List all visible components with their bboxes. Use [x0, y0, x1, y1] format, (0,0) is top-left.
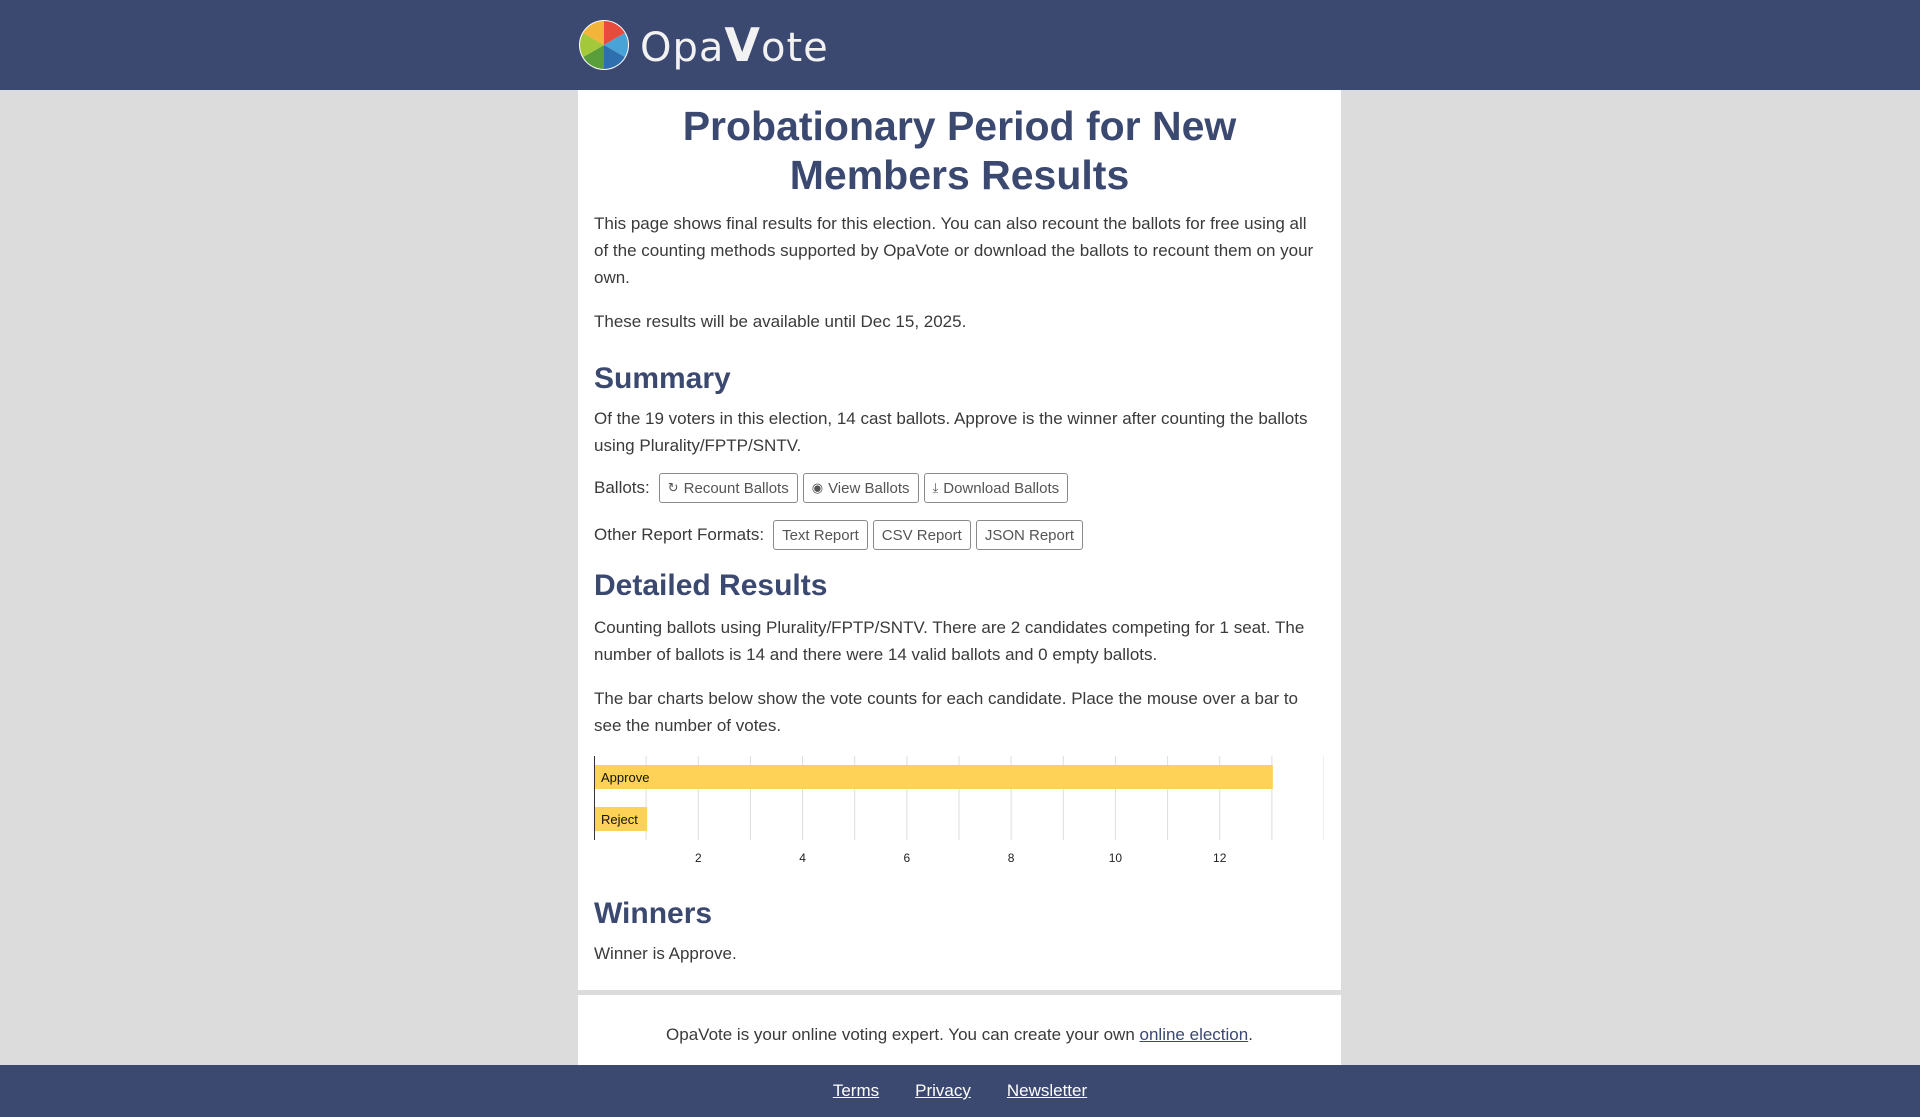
summary-heading: Summary	[594, 362, 731, 395]
footer-promo-text	[578, 1021, 1341, 1048]
footer-text-before: OpaVote is your online voting expert. You can create your own	[666, 1025, 1140, 1044]
detailed-results-text: Counting ballots using Plurality/FPTP/SNTV. There are 2 candidates competing for 1 seat. The number of ballots is 14 and there were 14 valid ballots and 0 empty ballots.	[594, 618, 1305, 664]
view-ballots-button[interactable]	[803, 473, 919, 503]
chart-x-tick-label: 2	[694, 851, 702, 865]
logo-text-prefix: Opa	[640, 25, 725, 71]
logo-pinwheel-icon	[578, 19, 630, 71]
newsletter-link[interactable]: Newsletter	[1006, 1081, 1088, 1100]
terms-link[interactable]: Terms	[832, 1081, 880, 1100]
download-ballots-label: Download Ballots	[943, 479, 1060, 497]
report-formats-row	[594, 520, 1325, 550]
download-icon: ⤓	[932, 480, 939, 495]
footer-text-after: .	[1248, 1025, 1253, 1044]
ballots-row	[594, 473, 1325, 503]
winners-heading: Winners	[594, 897, 713, 930]
eye-icon: ◉	[811, 480, 824, 495]
view-ballots-label: View Ballots	[828, 479, 910, 497]
logo-wordmark	[640, 18, 829, 72]
chart-bar-label: Reject	[601, 812, 638, 827]
main-content	[578, 90, 1341, 990]
text-report-button[interactable]: Text Report	[773, 520, 868, 550]
opavote-logo[interactable]	[578, 14, 829, 76]
chart-x-tick-label: 6	[903, 851, 911, 865]
detailed-results-heading: Detailed Results	[594, 569, 828, 602]
winners-text: Winner is Approve.	[594, 944, 737, 963]
chart-x-tick-label: 4	[799, 851, 806, 865]
footer-promo	[578, 995, 1341, 1065]
footer-nav	[0, 1065, 1920, 1117]
vote-count-chart	[594, 756, 1324, 866]
report-formats-label: Other Report Formats:	[594, 525, 765, 544]
logo-text-suffix: ote	[761, 25, 829, 71]
csv-report-button[interactable]: CSV Report	[873, 520, 971, 550]
chart-x-tick-label: 8	[1007, 851, 1015, 865]
json-report-button[interactable]: JSON Report	[976, 520, 1083, 550]
intro-text: This page shows final results for this election. You can also recount the ballots for free using all of the counting methods supported by OpaVote or download the ballots to recount them on your own.	[594, 214, 1314, 287]
summary-text: Of the 19 voters in this election, 14 cast ballots. Approve is the winner after counting the ballots using Plurality/FPTP/SNTV.	[594, 409, 1308, 455]
vote-count-chart-svg	[594, 756, 1324, 866]
download-ballots-button[interactable]	[924, 473, 1069, 503]
recount-ballots-button[interactable]	[659, 473, 798, 503]
chart-bar-label: Approve	[601, 770, 650, 785]
chart-note-text: The bar charts below show the vote counts for each candidate. Place the mouse over a bar to see the number of votes.	[594, 689, 1299, 735]
logo-text-v: V	[724, 18, 761, 72]
chart-x-tick-label: 12	[1213, 851, 1227, 865]
recount-ballots-label: Recount Ballots	[683, 479, 789, 497]
refresh-icon: ↻	[667, 480, 679, 495]
top-header-bar	[0, 0, 1920, 90]
chart-x-tick-label: 10	[1108, 851, 1123, 865]
ballots-label: Ballots:	[594, 478, 650, 497]
privacy-link[interactable]: Privacy	[915, 1081, 971, 1100]
online-election-link[interactable]: online election	[1139, 1025, 1249, 1044]
availability-text: These results will be available until Dec 15, 2025.	[594, 312, 967, 331]
chart-bar[interactable]	[595, 765, 1273, 789]
page-title: Probationary Period for New Members Results	[682, 103, 1237, 198]
